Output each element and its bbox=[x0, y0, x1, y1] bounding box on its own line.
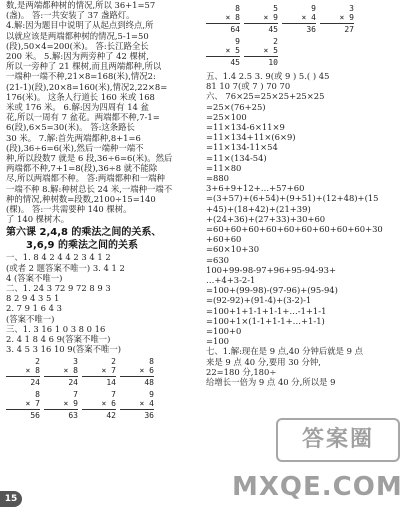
text-line: =60+60+60+60+60+60+60+60+60+30 bbox=[206, 224, 383, 235]
multiplication-problem bbox=[82, 390, 116, 420]
text-line: =25×100 bbox=[206, 111, 247, 122]
rule-line bbox=[120, 409, 154, 410]
times-sign: × bbox=[101, 398, 112, 408]
text-line: …+4+3-2-1 bbox=[206, 275, 256, 286]
text-line: 以就应该是两端都种树的情况,5-1=50 bbox=[6, 30, 149, 41]
text-line: =11×134-11×54 bbox=[206, 142, 278, 153]
rule-line bbox=[120, 376, 154, 377]
text-line: (段),50×4=200(米)。 答:长江路全长 bbox=[6, 40, 149, 51]
text-line: 一端种一端不种,21×8=168(米),情况2: bbox=[6, 71, 156, 82]
times-sign: × bbox=[25, 365, 36, 375]
multiplier bbox=[120, 399, 154, 408]
multiplication-problem bbox=[244, 37, 278, 67]
text-line: =100+0 bbox=[206, 326, 242, 337]
text-line: =630 bbox=[206, 254, 230, 265]
times-sign: × bbox=[139, 365, 150, 375]
product: 48 bbox=[144, 377, 154, 387]
multiplier bbox=[82, 366, 116, 375]
times-sign: × bbox=[139, 398, 150, 408]
product: 10 bbox=[268, 58, 278, 67]
text-line: (棵)。 答:一共需要种 140 棵树。 bbox=[6, 204, 132, 215]
rule-line bbox=[6, 409, 40, 410]
multiplicand: 2 bbox=[111, 356, 116, 366]
multiplier-value: 5 bbox=[235, 46, 240, 55]
text-line: 尽,所以两端都不种。 答:两端都种和一端种 bbox=[6, 173, 165, 184]
page-number-badge: 15 bbox=[0, 491, 22, 507]
rule-line bbox=[6, 376, 40, 377]
multiplication-problem bbox=[120, 357, 154, 387]
text-line: 一、1. 8 4 2 4 4 2 3 4 1 2 bbox=[6, 252, 111, 263]
text-line: 二、1. 24 3 72 9 72 8 9 3 bbox=[6, 283, 111, 294]
product: 42 bbox=[106, 410, 116, 420]
text-line: =100+1×(1-1+1-1+…+1-1) bbox=[206, 315, 325, 326]
product: 45 bbox=[268, 25, 278, 34]
multiplier bbox=[244, 46, 278, 55]
multiplicand: 8 bbox=[235, 4, 240, 13]
section-title-line-2: 3,6,9 的乘法之间的关系 bbox=[26, 240, 138, 252]
multiplier-value: 7 bbox=[35, 398, 40, 408]
product: 64 bbox=[230, 25, 240, 34]
text-line: 数,是两端都种树的情况,所以 36+1=57 bbox=[6, 0, 156, 10]
multiplier-value: 7 bbox=[111, 365, 116, 375]
product: 14 bbox=[106, 377, 116, 387]
vertical-multiplication-row bbox=[206, 4, 400, 34]
text-line: 米或 176 米。 6.解:因为四周有 14 盆 bbox=[6, 102, 149, 113]
times-sign: × bbox=[25, 398, 36, 408]
multiplier bbox=[44, 366, 78, 375]
times-sign: × bbox=[263, 46, 274, 55]
times-sign: × bbox=[225, 46, 236, 55]
left-exercise-block bbox=[6, 252, 198, 354]
text-line: =880 bbox=[206, 173, 230, 184]
text-line: 30 米。 7.解:首先两端都种,8+1=6 bbox=[6, 132, 141, 143]
text-line: =(3+57)+(6+54)+(9+51)+(12+48)+(15 bbox=[206, 193, 379, 204]
times-sign: × bbox=[63, 398, 74, 408]
multiplication-problem bbox=[44, 357, 78, 387]
text-line: =100+(99-98)-(97-96)+(95-94) bbox=[206, 285, 338, 296]
text-line: 200 米。 5.解:因为两旁种了 42 棵树, bbox=[6, 51, 149, 62]
rule-line bbox=[244, 56, 278, 57]
multiplicand: 3 bbox=[349, 4, 354, 13]
text-line: =(92-92)+(91-4)+(3-2)-1 bbox=[206, 295, 312, 306]
text-line: (答案不唯一) bbox=[6, 313, 55, 324]
text-line: (或者 2 题答案不唯一) 3. 4 1 2 bbox=[6, 262, 125, 273]
multiplier-value: 5 bbox=[273, 46, 278, 55]
multiplication-problem bbox=[206, 4, 240, 34]
rule-line bbox=[82, 409, 116, 410]
multiplier bbox=[44, 399, 78, 408]
rule-line bbox=[82, 376, 116, 377]
multiplicand: 3 bbox=[73, 356, 78, 366]
multiplier-value: 4 bbox=[311, 13, 316, 22]
right-column bbox=[206, 0, 400, 387]
rule-line bbox=[206, 56, 240, 57]
multiplication-problem bbox=[120, 390, 154, 420]
rule-line bbox=[244, 23, 278, 24]
left-answer-block bbox=[6, 0, 198, 224]
text-line: =11×(134-54) bbox=[206, 152, 267, 163]
text-line: 81 10 7(或 7 ) 70 70 bbox=[206, 81, 291, 92]
section-heading bbox=[6, 226, 198, 252]
product: 36 bbox=[306, 25, 316, 34]
multiplicand: 2 bbox=[35, 356, 40, 366]
multiplier bbox=[6, 399, 40, 408]
text-line: 4 (答案不唯一) bbox=[6, 272, 63, 283]
times-sign: × bbox=[263, 13, 274, 22]
product: 24 bbox=[30, 377, 40, 387]
text-line: 五、1.4 2.5 3. 9(或 9 ) 5.( ) 45 bbox=[206, 71, 330, 81]
multiplier-value: 4 bbox=[149, 398, 154, 408]
times-sign: × bbox=[301, 13, 312, 22]
product: 63 bbox=[68, 410, 78, 420]
multiplier-value: 8 bbox=[35, 365, 40, 375]
vertical-multiplication-row bbox=[6, 357, 198, 387]
multiplier-value: 6 bbox=[149, 365, 154, 375]
product: 24 bbox=[68, 377, 78, 387]
text-line: 2. 4 1 8 4 6 9(答案不唯一) bbox=[6, 334, 111, 345]
text-line: 种的情况,种树数=段数,2100÷15=140 bbox=[6, 193, 156, 204]
left-column bbox=[6, 0, 198, 420]
text-line: 22=180 分,180÷ bbox=[206, 366, 277, 377]
text-line: 100+99-98-97+96+95-94-93+ bbox=[206, 264, 336, 275]
product: 36 bbox=[144, 410, 154, 420]
text-line: 6(段),6×5=30(米)。 答:这条路长 bbox=[6, 122, 135, 133]
text-line: 4.解:因为题目中说明了从起点到终点,所 bbox=[6, 20, 154, 31]
multiplicand: 9 bbox=[149, 389, 154, 399]
text-line: 2. 7 9 1 6 4 3 bbox=[6, 303, 62, 314]
multiplier bbox=[82, 399, 116, 408]
multiplier bbox=[120, 366, 154, 375]
multiplicand: 2 bbox=[273, 37, 278, 46]
rule-line bbox=[44, 409, 78, 410]
text-line: 种,所以段数7 就是 6 段,36÷6=6(米)。然后 bbox=[6, 153, 173, 164]
multiplier-value: 9 bbox=[273, 13, 278, 22]
multiplier-value: 9 bbox=[73, 398, 78, 408]
right-answer-block bbox=[206, 71, 400, 387]
vertical-multiplication-row bbox=[6, 390, 198, 420]
multiplication-problem bbox=[44, 390, 78, 420]
text-line: =100 bbox=[206, 336, 230, 347]
multiplier bbox=[206, 46, 240, 55]
text-line: 176(米)。 这条人行道长 160 米或 168 bbox=[6, 91, 155, 102]
text-line: 七、1.解:现在是 9 点,40 分钟后就是 9 点 bbox=[206, 346, 363, 357]
multiplication-problem bbox=[6, 390, 40, 420]
text-line: 六、 76×25=25×25+25×25 bbox=[206, 91, 325, 102]
text-line: +(24+36)+(27+33)+30+60 bbox=[206, 213, 326, 224]
rule-line bbox=[206, 23, 240, 24]
product: 56 bbox=[30, 410, 40, 420]
rule-line bbox=[282, 23, 316, 24]
multiplier bbox=[244, 13, 278, 22]
multiplication-problem bbox=[206, 37, 240, 67]
text-line: (21-1)(段),20×8=160(米),情况2,22×8= bbox=[6, 81, 168, 92]
multiplication-problem bbox=[6, 357, 40, 387]
times-sign: × bbox=[63, 365, 74, 375]
text-line: 三、1. 3 16 1 0 3 8 0 16 bbox=[6, 323, 106, 334]
text-line: =100+1+1-1+1-1+…-1+1-1 bbox=[206, 305, 327, 316]
text-line: =11×134+11×(6×9) bbox=[206, 132, 296, 143]
times-sign: × bbox=[225, 13, 236, 22]
text-line: =11×134-6×11×9 bbox=[206, 122, 285, 133]
text-line: 给增长一倍为 9 点 40 分,所以是 9 bbox=[206, 377, 336, 388]
multiplier bbox=[206, 13, 240, 22]
text-line: 所以一旁种了 21 棵树,而且两端都种,所以 bbox=[6, 61, 162, 72]
text-line: 两端都不种,7+1=8(段),36÷8 就不能除 bbox=[6, 163, 158, 174]
multiplication-problem bbox=[244, 4, 278, 34]
multiplication-problem bbox=[282, 4, 316, 34]
multiplicand: 7 bbox=[73, 389, 78, 399]
watermark-logo: 答案圈 bbox=[276, 418, 400, 462]
text-line: 一端不种 8.解:种树总长 24 米,一端种一端不 bbox=[6, 183, 173, 194]
text-line: (盏)。 答:一共安装了 37 盏路灯。 bbox=[6, 10, 135, 21]
multiplication-problem bbox=[320, 4, 354, 34]
multiplicand: 5 bbox=[273, 4, 278, 13]
multiplicand: 8 bbox=[149, 356, 154, 366]
text-line: 来是 9 点 40 分,要用 30 分钟, bbox=[206, 356, 321, 367]
multiplicand: 8 bbox=[35, 389, 40, 399]
multiplier-value: 8 bbox=[235, 13, 240, 22]
vertical-multiplication-row bbox=[206, 37, 400, 67]
rule-line bbox=[320, 23, 354, 24]
text-line: =60×10+30 bbox=[206, 244, 260, 255]
text-line: 3. 4 5 3 16 10 9(答案不唯一) bbox=[6, 344, 122, 355]
multiplier bbox=[320, 13, 354, 22]
multiplicand: 9 bbox=[235, 37, 240, 46]
multiplier bbox=[6, 366, 40, 375]
section-title-line-1: 第六课 2,4,8 的乘法之间的关系、 bbox=[6, 227, 162, 239]
multiplier-value: 9 bbox=[349, 13, 354, 22]
text-line: (段),36÷6=6(米),然后一端种一端不 bbox=[6, 142, 144, 153]
times-sign: × bbox=[339, 13, 350, 22]
text-line: 花,所以一周有 7 盆花。两端都不种,7-1= bbox=[6, 112, 160, 123]
text-line: 了 140 棵树木。 bbox=[6, 214, 70, 225]
multiplicand: 7 bbox=[111, 389, 116, 399]
product: 27 bbox=[344, 25, 354, 34]
multiplicand: 9 bbox=[311, 4, 316, 13]
multiplier-value: 6 bbox=[111, 398, 116, 408]
multiplier bbox=[282, 13, 316, 22]
product: 45 bbox=[230, 58, 240, 67]
multiplication-problem bbox=[82, 357, 116, 387]
watermark-url: MXQE.COM bbox=[232, 472, 403, 502]
text-line: =25×(76+25) bbox=[206, 101, 266, 112]
text-line: =11×80 bbox=[206, 162, 242, 173]
times-sign: × bbox=[101, 365, 112, 375]
text-line: 3+6+9+12+…+57+60 bbox=[206, 183, 305, 194]
multiplier-value: 8 bbox=[73, 365, 78, 375]
text-line: 8 2 9 4 3 5 1 bbox=[6, 293, 60, 304]
rule-line bbox=[44, 376, 78, 377]
text-line: +60+60 bbox=[206, 234, 242, 245]
text-line: +45)+(18+42)+(21+39) bbox=[206, 203, 311, 214]
